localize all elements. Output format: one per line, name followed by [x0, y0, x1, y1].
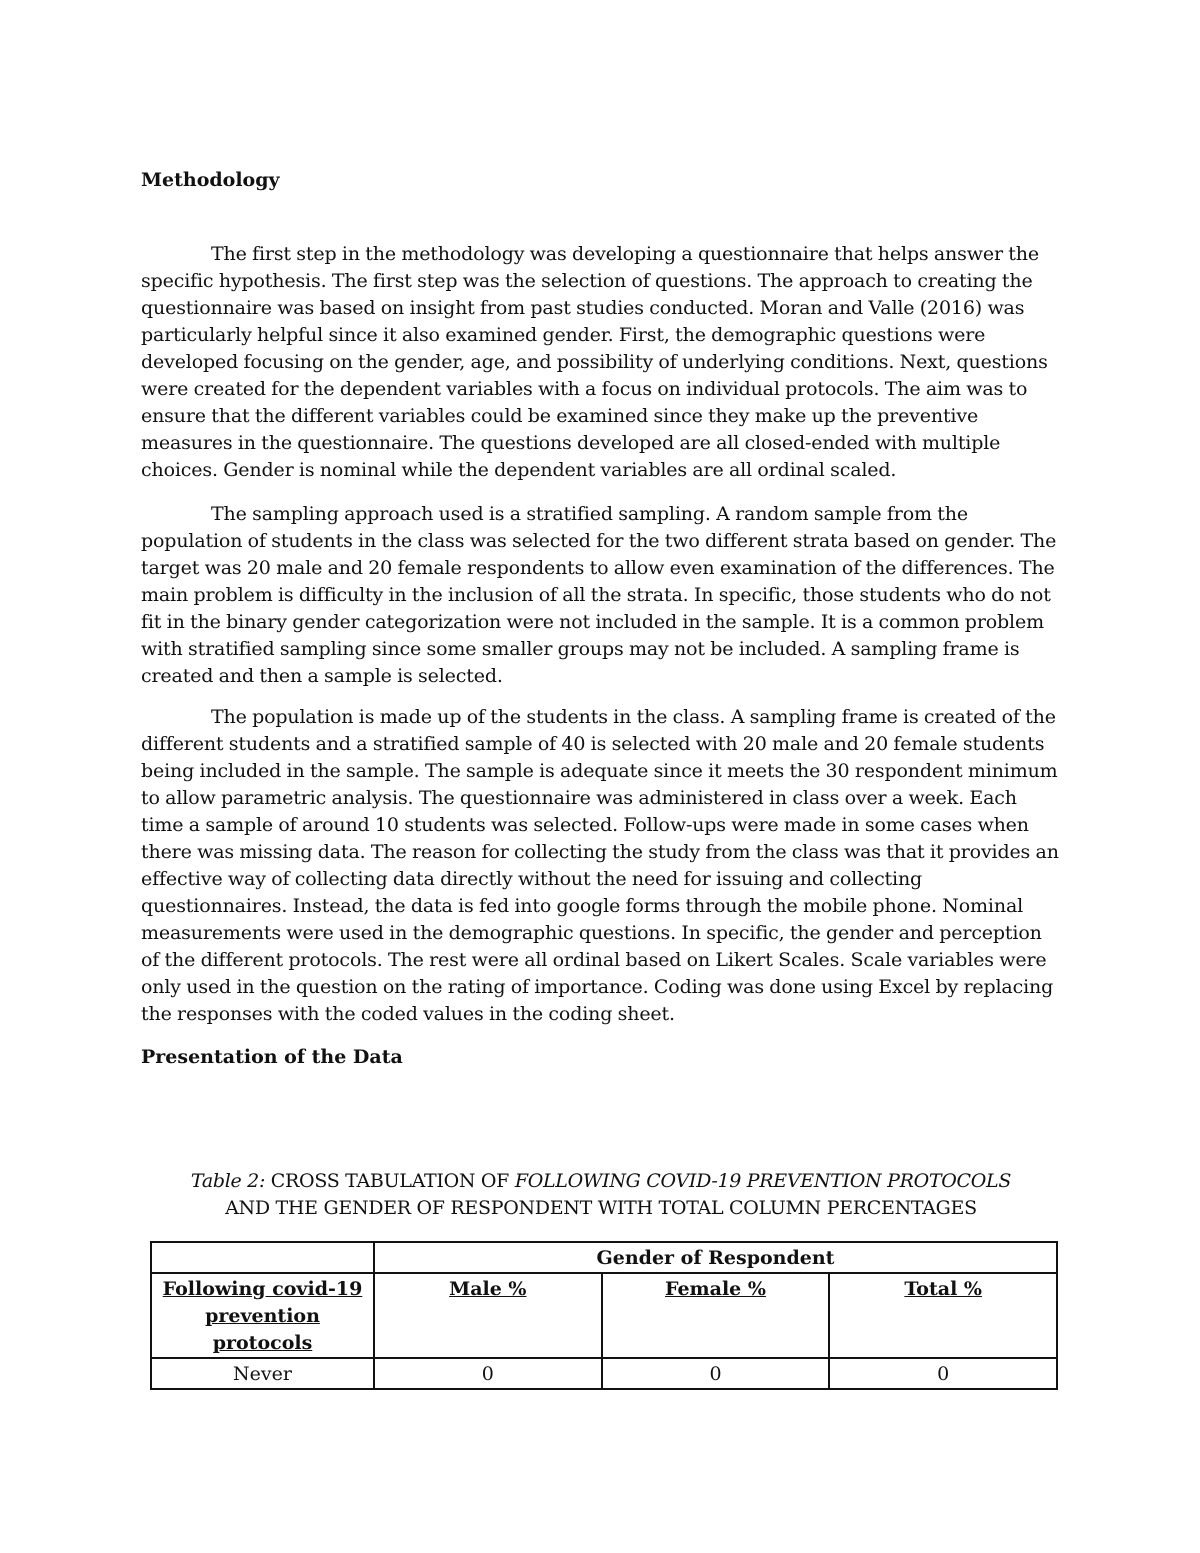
table-caption-label: Table 2:: [190, 1170, 266, 1192]
methodology-paragraph-1: The first step in the methodology was developing a questionnaire that helps answer the specific hypothesis. The first step was the selection of questions. The approach to creating the questionnaire was based on insight from past studies conducted. Moran and Valle (2016) was particularly helpful since it also examined gender. First, the demographic questions were developed focusing on the gender, age, and possibility of underlying conditions. Next, questions were created for the dependent variables with a focus on individual protocols. The aim was to ensure that the different variables could be examined since they make up the preventive measures in the questionnaire. The questions developed are all closed-ended with multiple choices. Gender is nominal while the dependent variables are all ordinal scaled.: [141, 243, 1048, 481]
methodology-heading: Methodology: [141, 169, 280, 191]
gender-of-respondent-header: Gender of Respondent: [374, 1242, 1057, 1273]
table-caption-text: CROSS TABULATION OF: [265, 1170, 515, 1192]
presentation-heading: Presentation of the Data: [141, 1046, 403, 1068]
table-caption-line-1: [141, 1168, 1061, 1195]
male-value-cell: 0: [374, 1358, 602, 1389]
table-group-header-row: [151, 1242, 1057, 1273]
female-percent-header: Female %: [602, 1273, 830, 1358]
methodology-paragraph-3: The population is made up of the students in the class. A sampling frame is created of the different students and a stratified sample of 40 is selected with 20 male and 20 female students being included in the sample. The sample is adequate since it meets the 30 respondent minimum to allow parametric analysis. The questionnaire was administered in class over a week. Each time a sample of around 10 students was selected. Follow-ups were made in some cases when there was missing data. The reason for collecting the study from the class was that it provides an effective way of collecting data directly without the need for issuing and collecting questionnaires. Instead, the data is fed into google forms through the mobile phone. Nominal measurements were used in the demographic questions. In specific, the gender and perception of the different protocols. The rest were all ordinal based on Likert Scales. Scale variables were only used in the question on the rating of importance. Coding was done using Excel by replacing the responses with the coded values in the coding sheet.: [141, 706, 1059, 1025]
total-percent-header: Total %: [829, 1273, 1057, 1358]
table-row: [151, 1358, 1057, 1389]
methodology-paragraph-2: The sampling approach used is a stratified sampling. A random sample from the population of students in the class was selected for the two different strata based on gender. The target was 20 male and 20 female respondents to allow even examination of the differences. The main problem is difficulty in the inclusion of all the strata. In specific, those students who do not fit in the binary gender categorization were not included in the sample. It is a common problem with stratified sampling since some smaller groups may not be included. A sampling frame is created and then a sample is selected.: [141, 503, 1057, 687]
table-column-header-row: [151, 1273, 1057, 1358]
table-caption-variable: FOLLOWING COVID-19 PREVENTION PROTOCOLS: [514, 1170, 1012, 1192]
female-value-cell: 0: [602, 1358, 830, 1389]
row-label-header: Following covid-19 prevention protocols: [151, 1273, 374, 1358]
table-caption: [141, 1168, 1061, 1222]
total-value-cell: 0: [829, 1358, 1057, 1389]
document-page: [141, 164, 1061, 1390]
table-caption-line-2: AND THE GENDER OF RESPONDENT WITH TOTAL COLUMN PERCENTAGES: [225, 1197, 977, 1219]
cross-tabulation-table: [150, 1241, 1058, 1390]
row-label-cell: Never: [151, 1358, 374, 1389]
male-percent-header: Male %: [374, 1273, 602, 1358]
table-corner-cell: [151, 1242, 374, 1273]
